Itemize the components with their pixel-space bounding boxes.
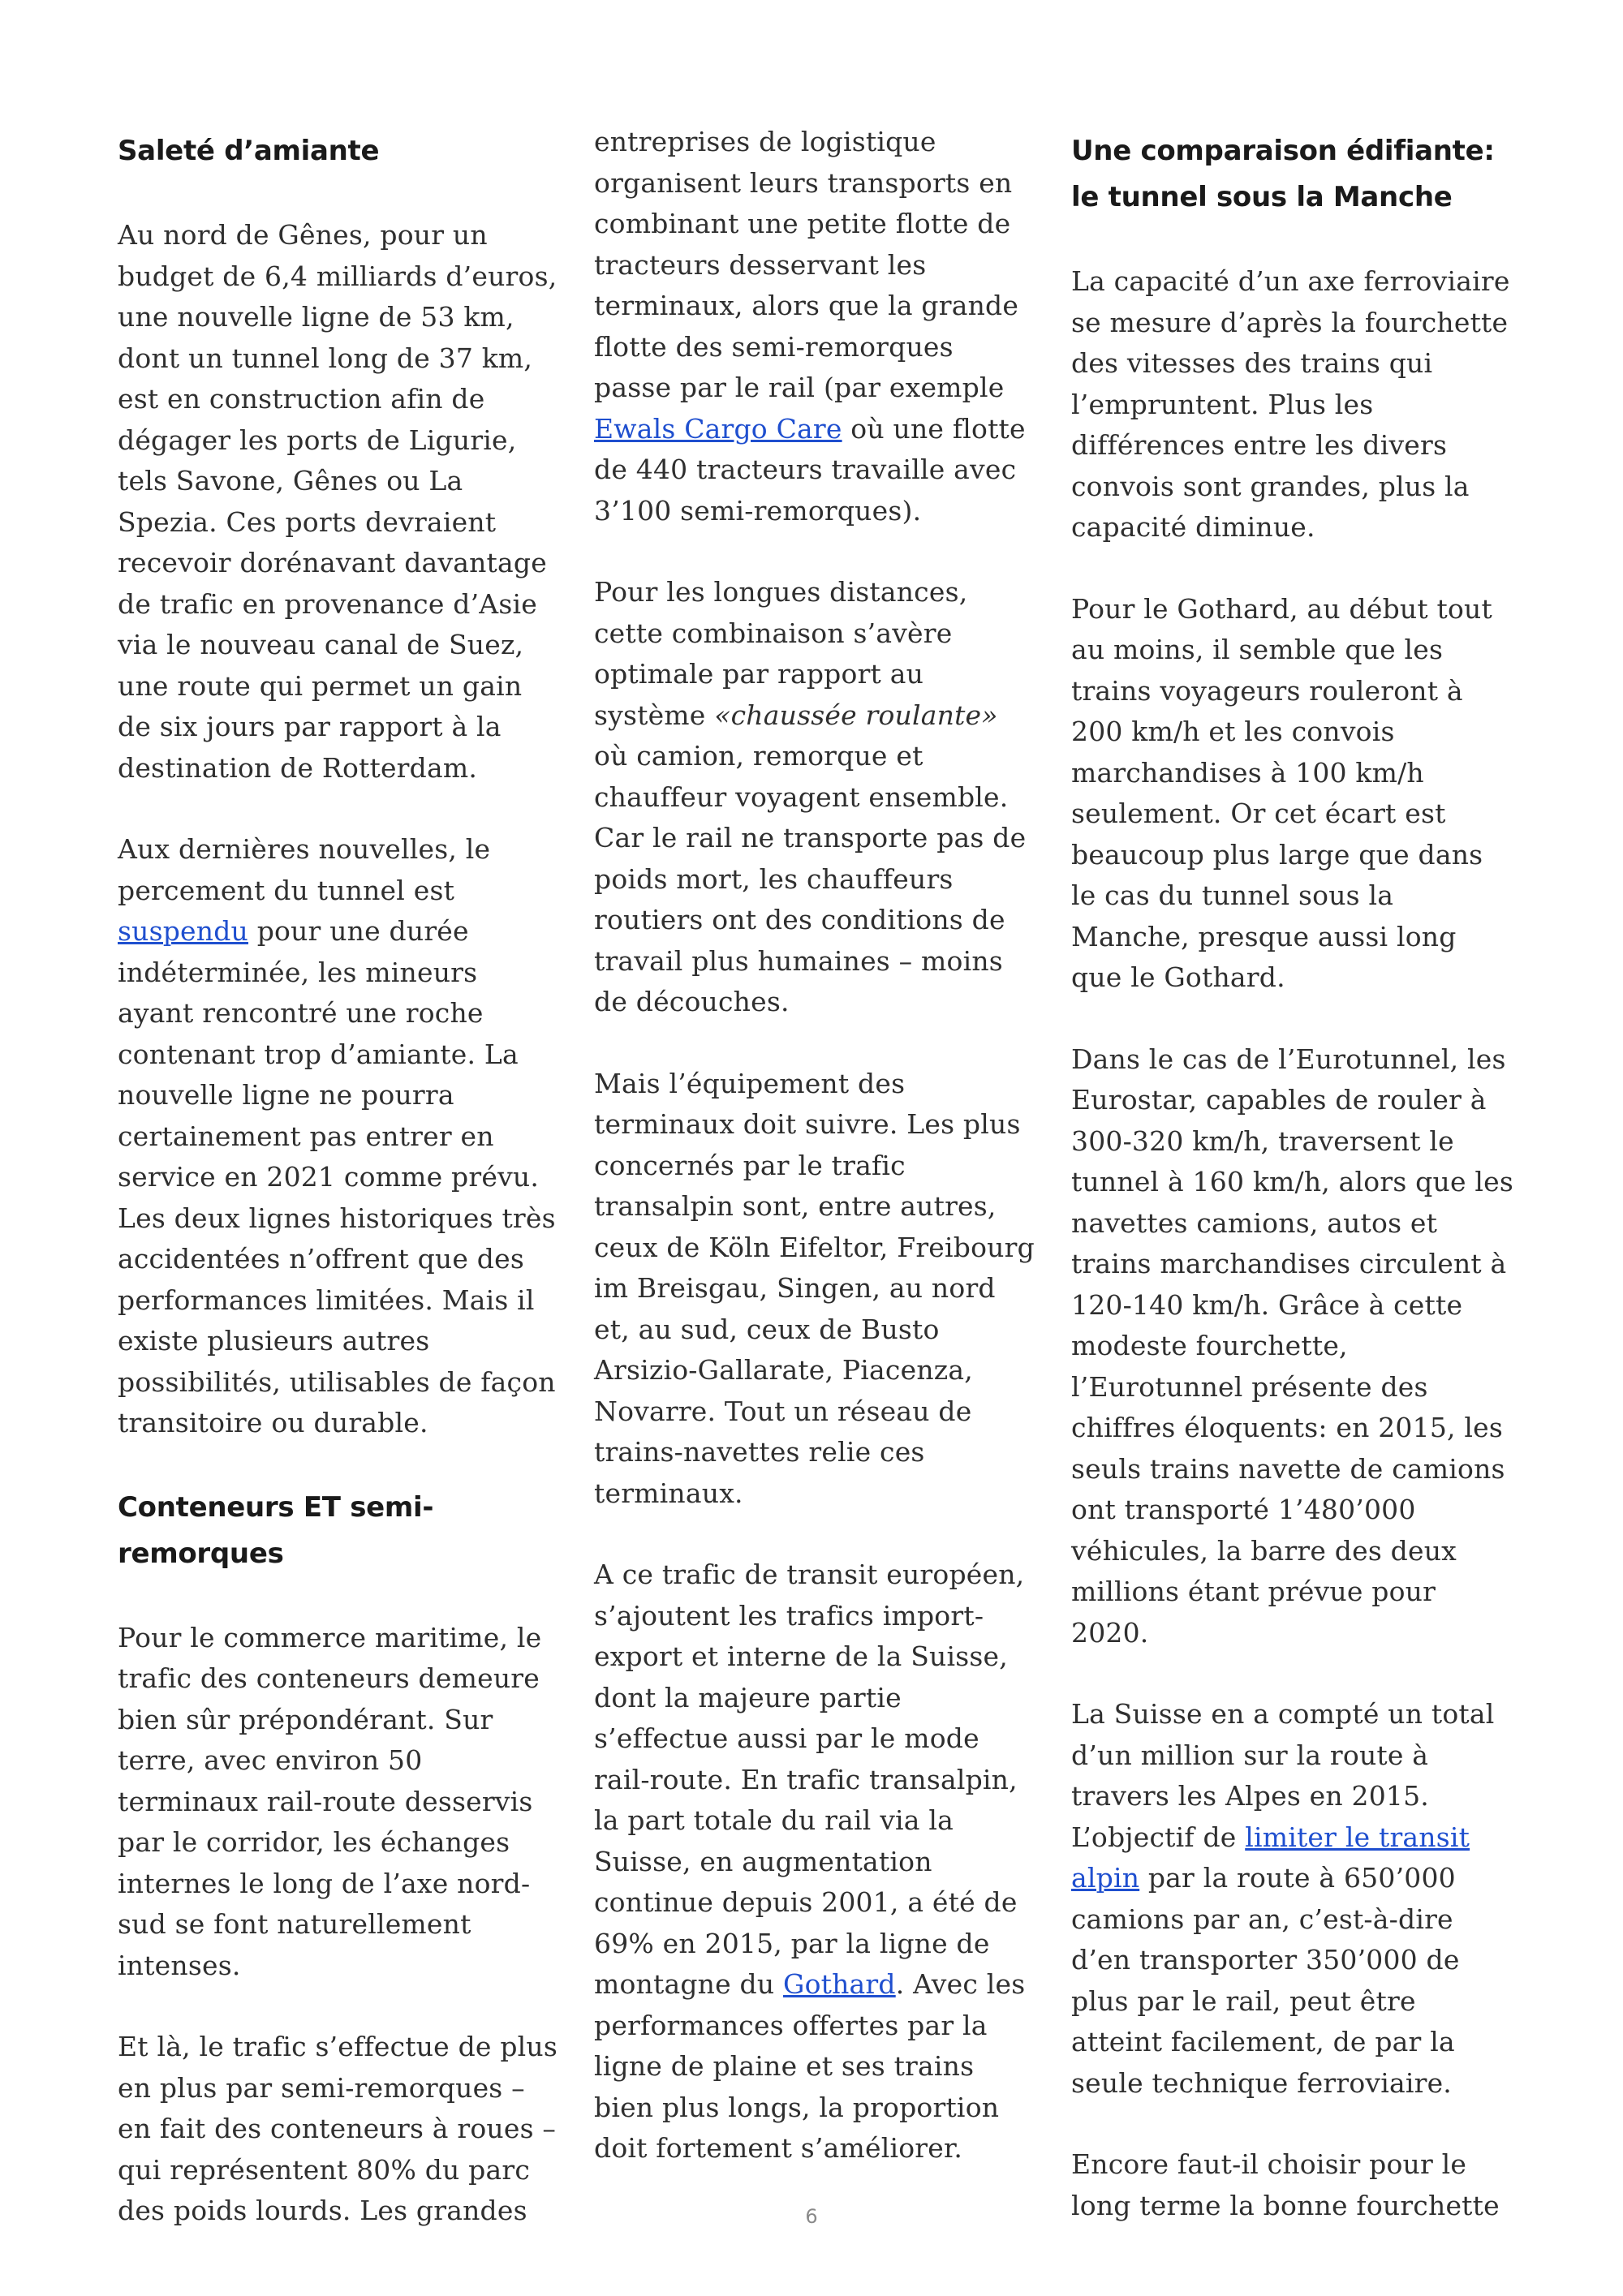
text-span: par la route à 650’000 camions par an, c’est-à-dire d’en transporter 350’000 de plus par le rail, peut être atteint facilement, de par la seule technique ferroviaire. [1071, 1862, 1460, 2099]
page-number: 6 [805, 2205, 818, 2228]
paragraph-suisse-total [1071, 1694, 1513, 2104]
text-span: pour une durée indéterminée, les mineurs ayant rencontré une roche contenant trop d’amiante. La nouvelle ligne ne pourra certainement pas entrer en service en 2021 comme prévu. Les deux lignes historiques très accidentées n’offrent que des performances limitées. Mais il existe plusieurs autres possibilités, utilisables de façon transitoire ou durable. [118, 915, 556, 1438]
heading-comparaison-edifiante: Une comparaison édifiante: le tunnel sous la Manche [1071, 135, 1495, 213]
text-span: A ce trafic de transit européen, s’ajoutent les trafics import-export et interne de la Suisse, dont la majeure partie s’effectue aussi par le mode rail-route. En trafic transalpin, la part totale du rail via la Suisse, en augmentation continue depuis 2001, a été de 69% en 2015, par la ligne de montagne du [594, 1559, 1025, 2000]
paragraph-nord-genes: Au nord de Gênes, pour un budget de 6,4 milliards d’euros, une nouvelle ligne de 53 km, dont un tunnel long de 37 km, est en construction afin de dégager les ports de Ligurie, tels Savone, Gênes ou La Spezia. Ces ports devraient recevoir dorénavant davantage de trafic en provenance d’Asie via le nouveau canal de Suez, une route qui permet un gain de six jours par rapport à la destination de Rotterdam. [118, 219, 558, 784]
paragraph-trafic-transit [594, 1554, 1036, 2169]
link-suspendu[interactable]: suspendu [118, 915, 249, 947]
link-limiter-transit-alpin[interactable]: limiter le transit alpin [1071, 1821, 1470, 1894]
paragraph-encore-faut-il: Encore faut-il choisir pour le long terme la bonne fourchette [1071, 2148, 1500, 2221]
heading-salete-amiante: Saleté d’amiante [118, 135, 380, 167]
column-2 [594, 122, 1036, 2210]
column-3 [1071, 122, 1513, 2267]
text-span: entreprises de logistique organisent leurs transports en combinant une petite flotte de tracteurs desservant les terminaux, alors que la grande flotte des semi-remorques passe par le rail (par exemple [594, 126, 1019, 403]
link-ewals-cargo-care[interactable]: Ewals Cargo Care [594, 412, 842, 445]
paragraph-gothard-vitesses: Pour le Gothard, au début tout au moins, il semble que les trains voyageurs rouleront à 200 km/h et les convois marchandises à 100 km/h seulement. Or cet écart est beaucoup plus large que dans le cas du tunnel sous la Manche, presque aussi long que le Gothard. [1071, 592, 1492, 993]
link-gothard[interactable]: Gothard [783, 1968, 896, 2000]
paragraph-entreprises-logistique [594, 122, 1036, 531]
paragraph-eurotunnel: Dans le cas de l’Eurotunnel, les Eurostar, capables de rouler à 300-320 km/h, traversent le tunnel à 160 km/h, alors que les navettes camions, autos et trains marchandises circulent à 120-140 km/h. Grâce à cette modeste fourchette, l’Eurotunnel présente des chiffres éloquents: en 2015, les seuls trains navette de camions ont transporté 1’480’000 véhicules, la barre des deux millions étant prévue pour 2020. [1071, 1043, 1513, 1649]
text-span: où une flotte de 440 tracteurs travaille avec 3’100 semi-remorques). [594, 412, 1026, 527]
paragraph-equipement-terminaux: Mais l’équipement des terminaux doit suivre. Les plus concernés par le trafic transalpin sont, entre autres, ceux de Köln Eifeltor, Freibourg im Breisgau, Singen, au nord et, au sud, ceux de Busto Arsizio-Gallarate, Piacenza, Novarre. Tout un réseau de trains-navettes relie ces terminaux. [594, 1067, 1035, 1509]
text-span: La Suisse en a compté un total d’un million sur la route à travers les Alpes en 2015. L’objectif de [1071, 1698, 1495, 1853]
emphasis-chaussee-roulante: «chaussée roulante» [714, 699, 998, 731]
text-span: Pour les longues distances, cette combinaison s’avère optimale par rapport au système [594, 576, 968, 731]
heading-conteneurs-semi-remorques: Conteneurs ET semi-remorques [118, 1490, 434, 1570]
paragraph-longues-distances [594, 572, 1036, 1023]
paragraph-capacite-axe: La capacité d’un axe ferroviaire se mesure d’après la fourchette des vitesses des trains qui l’empruntent. Plus les différences entre les divers convois sont grandes, plus la capacité diminue. [1071, 265, 1510, 543]
text-span: où camion, remorque et chauffeur voyagent ensemble. Car le rail ne transporte pas de poids mort, les chauffeurs routiers ont des conditions de travail plus humaines – moins de découches. [594, 740, 1027, 1017]
paragraph-dernieres-nouvelles [118, 829, 560, 1444]
paragraph-commerce-maritime: Pour le commerce maritime, le trafic des conteneurs demeure bien sûr prépondérant. Sur terre, avec environ 50 terminaux rail-route desservis par le corridor, les échanges internes le long de l’axe nord-sud se font naturellement intenses. [118, 1621, 542, 1981]
text-span: Aux dernières nouvelles, le percement du tunnel est [118, 833, 491, 906]
paragraph-semi-remorques: Et là, le trafic s’effectue de plus en plus par semi-remorques – en fait des conteneurs à roues – qui représentent 80% du parc des poids lourds. Les grandes [118, 2031, 558, 2226]
text-span: . Avec les performances offertes par la ligne de plaine et ses trains bien plus longs, la proportion doit fortement s’améliorer. [594, 1968, 1026, 2164]
column-1 [118, 122, 560, 2272]
